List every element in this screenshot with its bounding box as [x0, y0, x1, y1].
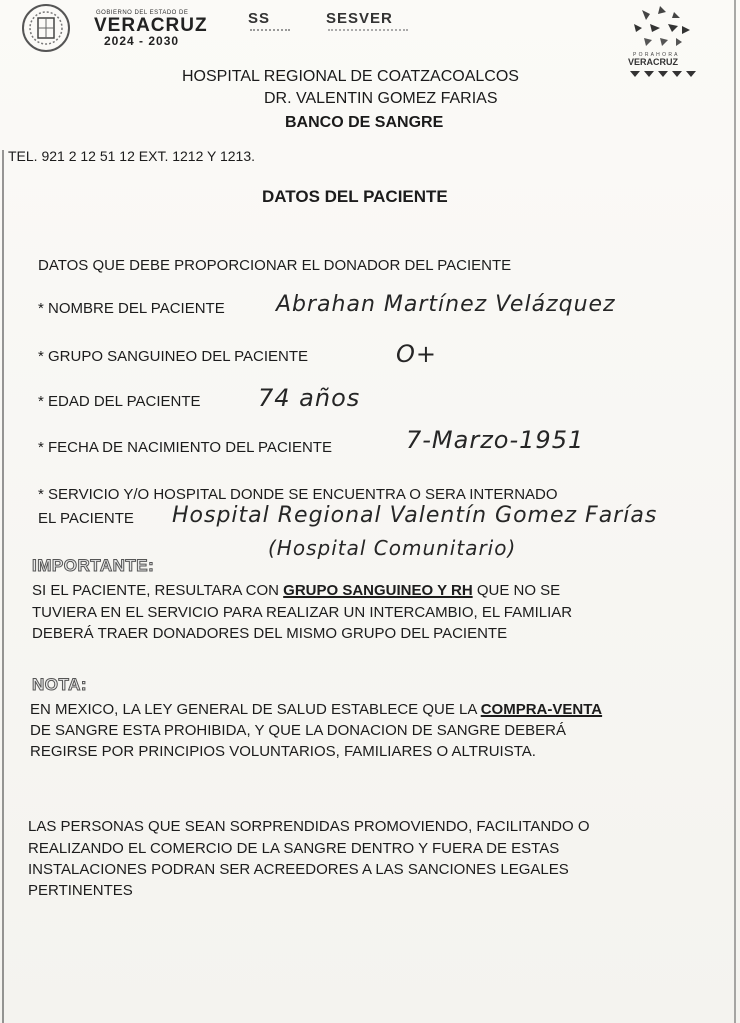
note-line3: REGIRSE POR PRINCIPIOS VOLUNTARIOS, FAMILIARES O ALTRUISTA.	[30, 743, 536, 760]
service-value-line2: (Hospital Comunitario)	[268, 536, 517, 560]
department-name: BANCO DE SANGRE	[285, 114, 444, 131]
ss-logo-subtitle	[250, 29, 290, 36]
hospital-name: HOSPITAL REGIONAL DE COATZACOALCOS	[182, 68, 519, 85]
warning-line4: PERTINENTES	[28, 882, 133, 899]
gov-years: 2024 - 2030	[104, 34, 180, 48]
patient-age-value: 74 años	[258, 384, 361, 412]
patient-age-label: * EDAD DEL PACIENTE	[38, 393, 201, 410]
veracruz-logo-text: VERACRUZ	[628, 57, 679, 67]
sesver-logo-subtitle	[328, 29, 408, 36]
phone-number: TEL. 921 2 12 51 12 EXT. 1212 Y 1213.	[8, 148, 256, 164]
important-heading: IMPORTANTE:	[32, 556, 155, 575]
gov-small-text: GOBIERNO DEL ESTADO DE	[96, 10, 189, 16]
important-line3: DEBERÁ TRAER DONADORES DEL MISMO GRUPO DEL PACIENTE	[32, 625, 508, 642]
warning-line1: LAS PERSONAS QUE SEAN SORPRENDIDAS PROMOVIENDO, FACILITANDO O	[28, 818, 590, 835]
service-label-line2: EL PACIENTE	[38, 510, 134, 527]
birth-date-value: 7-Marzo-1951	[406, 426, 585, 454]
ss-logo: SS	[248, 10, 271, 27]
veracruz-triangles-icon	[628, 69, 698, 79]
note-line2: DE SANGRE ESTA PROHIBIDA, Y QUE LA DONACION DE SANGRE DEBERÁ	[30, 722, 566, 739]
blood-group-value: O+	[396, 340, 437, 368]
veracruz-mark-icon	[620, 4, 700, 56]
page-title: DATOS DEL PACIENTE	[262, 187, 448, 206]
important-line1-end: QUE NO SE	[472, 582, 561, 599]
note-line1	[30, 701, 602, 718]
important-emphasis: GRUPO SANGUINEO Y RH	[283, 582, 473, 599]
note-emphasis: COMPRA-VENTA	[480, 701, 603, 718]
birth-date-label: * FECHA DE NACIMIENTO DEL PACIENTE	[38, 439, 332, 456]
note-line1-start: EN MEXICO, LA LEY GENERAL DE SALUD ESTABLECE QUE LA	[30, 701, 481, 718]
service-value-line1: Hospital Regional Valentín Gomez Farías	[172, 503, 658, 528]
hospital-director: DR. VALENTIN GOMEZ FARIAS	[264, 90, 498, 107]
blood-group-label: * GRUPO SANGUINEO DEL PACIENTE	[38, 348, 309, 365]
veracruz-small-text: P O R A H O R A	[633, 52, 678, 58]
important-line2: TUVIERA EN EL SERVICIO PARA REALIZAR UN INTERCAMBIO, EL FAMILIAR	[32, 604, 573, 621]
state-seal-icon	[18, 2, 74, 54]
important-line1-start: SI EL PACIENTE, RESULTARA CON	[32, 582, 284, 599]
warning-line2: REALIZANDO EL COMERCIO DE LA SANGRE DENTRO Y FUERA DE ESTAS	[28, 840, 560, 857]
note-heading: NOTA:	[32, 675, 88, 694]
warning-line3: INSTALACIONES PODRAN SER ACREEDORES A LAS SANCIONES LEGALES	[28, 861, 569, 878]
page-edge-left	[2, 150, 4, 1023]
service-label-line1: * SERVICIO Y/O HOSPITAL DONDE SE ENCUENTRA O SERA INTERNADO	[38, 486, 558, 503]
instructions-text: DATOS QUE DEBE PROPORCIONAR EL DONADOR DEL PACIENTE	[38, 257, 512, 274]
important-line1	[32, 582, 560, 599]
gov-logo-text: VERACRUZ	[94, 15, 208, 36]
patient-name-value: Abrahan Martínez Velázquez	[276, 292, 616, 317]
sesver-logo: SESVER	[326, 10, 393, 27]
patient-name-label: * NOMBRE DEL PACIENTE	[38, 300, 225, 317]
page-edge-right	[734, 0, 736, 1023]
